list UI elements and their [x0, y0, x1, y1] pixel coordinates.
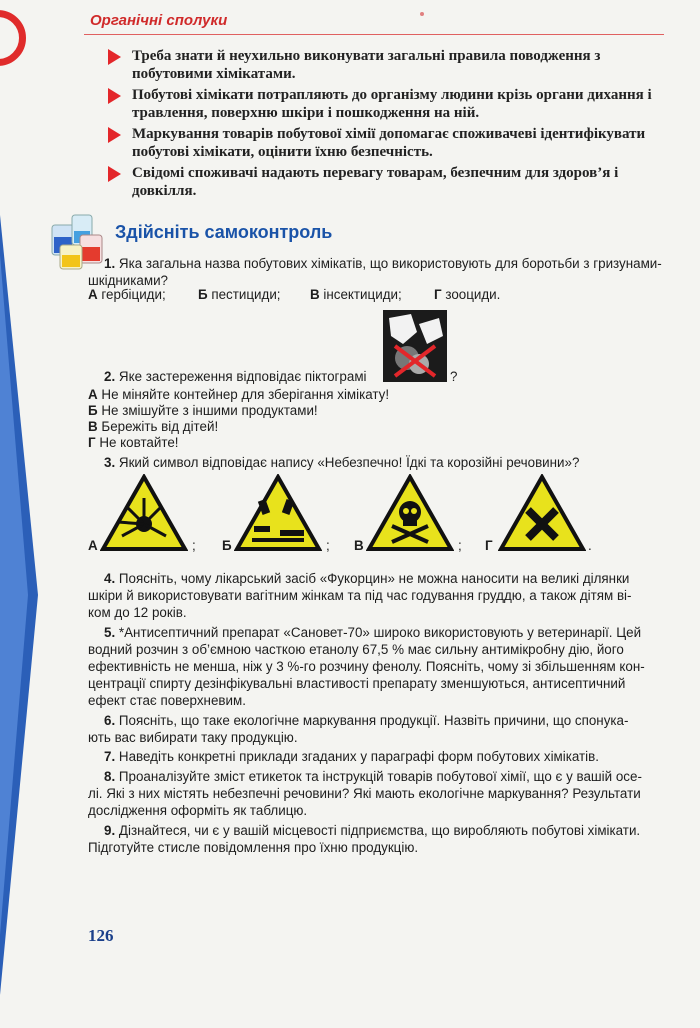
explosive-hazard-icon — [100, 474, 188, 552]
decorative-arc — [0, 10, 26, 66]
question-7: 7. Наведіть конкретні приклади згаданих у параграфі форм побутових хімікатів. — [104, 749, 599, 764]
print-speck — [420, 12, 424, 16]
triangle-bullet-icon — [108, 166, 121, 182]
triangle-bullet-icon — [108, 88, 121, 104]
answer-option: А гербіциди; — [88, 287, 166, 302]
question-5: 5. *Антисептичний препарат «Сановет-70» широко використовують у ветеринарії. Цей водний розчин з об’ємною часткою етанолу 67,5 % має сильну антимікробну дію, його ефективність не менша, ніж у 3 %-го розчину фенолу. Поясніть, чому зі збільшенням кон- центрації спирту дезінфікувальні властивості препарату зменшуються, антисептичний ефект стає поверхневим. — [88, 625, 645, 708]
answer-option: Г зооциди. — [434, 287, 501, 302]
triangle-bullet-icon — [108, 49, 121, 65]
symbol-label-v: В — [354, 538, 364, 553]
summary-bullet: Треба знати й неухильно виконувати загальні правила поводження з побутовими хімікатами. — [108, 47, 668, 83]
harmful-cross-icon — [498, 474, 586, 552]
summary-bullet: Маркування товарів побутової хімії допомагає споживачеві ідентифікувати побутові хімікати, оцінити їхню безпечність. — [108, 125, 668, 161]
question-2: 2. Яке застереження відповідає піктограмі — [104, 369, 367, 384]
answer-option: А Не міняйте контейнер для зберігання хімікату! — [88, 387, 390, 402]
question-6: 6. Поясніть, що таке екологічне маркування продукції. Назвіть причини, що спонука- ють вас вибирати таку продукцію. — [88, 713, 629, 745]
question-2-end: ? — [450, 369, 458, 384]
answer-option: В Бережіть від дітей! — [88, 419, 219, 434]
answer-option: В інсектициди; — [310, 287, 402, 302]
symbol-label-a: А — [88, 538, 98, 553]
blue-spine-decoration — [0, 215, 40, 995]
textbook-page: Органічні сполуки Треба знати й неухильно виконувати загальні правила поводження з побутовими хімікатами. Побутові хімікати потрапляють до організму людини крізь органи дихання і травлення, поверхню шкіри і пошкодження на ній. Маркування товарів побутової хімії допомагає споживачеві ідентифікувати побутові хімікати, оцінити їхню безпечність. Свідомі споживачі надають перевагу товарам, безпечним для здоров’я і довкілля. Здійсніть самоконтроль 1. Яка загальна назва побутових хімікатів, що використовують для боротьби з гризунами-шкідниками? А гербіциди; Б пестициди; В інсектициди; Г зооциди. 2. Яке застереження відповідає піктограмі ? А Не міняйте контейнер для зберігання хімікату! Б Не змішуйте з іншими продуктами! В Бережіть від дітей! Г Не ковтайте! 3. Який символ відповідає напису «Небезпечно! Їдкі та корозійні речовини»? А ; Б ; В ; Г . 4. Поясніть, чому лікарський засіб «Фукорцин» не можна наносити на великі ділянки шкіри й використовувати вагітним жінкам та під час годування груддю, а також дітям ві- ком до 12 років. 5. *Антисептичний препарат «Сановет-70» широко використовують у ветеринарії. Цей водний розчин з об’ємною часткою етанолу 67,5 % має сильну антимікробну дію, його ефективність не менша, ніж у 3 %-го розчину фенолу. Поясніть, чому зі збільшенням кон- центрації спирту дезінфікувальні властивості препарату зменшуються, антисептичний ефект стає поверхневим. 6. Поясніть, що таке екологічне маркування продукції. Назвіть причини, що спонука- ють вас вибирати таку продукцію. 7. Наведіть конкретні приклади згаданих у параграфі форм побутових хімікатів. 8. Проаналізуйте зміст етикеток та інструкцій товарів побутової хімії, що є у вашій осе- лі. Які з них містять небезпечні речовини? Які мають екологічне маркування? Результати дослідження оформіть як таблицю. 9. Дізнайтеся, чи є у вашій місцевості підприємства, що виробляють побутові хімікати. Підготуйте стисле повідомлення про їхню продукцію. 126 — [0, 0, 700, 1028]
answer-option: Б Не змішуйте з іншими продуктами! — [88, 403, 318, 418]
corrosive-hazard-icon — [234, 474, 322, 552]
question-1: 1. Яка загальна назва побутових хімікатів, що використовують для боротьби з гризунами-шкідниками? — [88, 256, 662, 288]
self-control-title: Здійсніть самоконтроль — [115, 222, 333, 242]
triangle-bullet-icon — [108, 127, 121, 143]
question-9: 9. Дізнайтеся, чи є у вашій місцевості підприємства, що виробляють побутові хімікати. Підготуйте стисле повідомлення про їхню продукцію. — [88, 823, 641, 855]
summary-bullets — [108, 47, 668, 203]
question-4: 4. Поясніть, чому лікарський засіб «Фукорцин» не можна наносити на великі ділянки шкіри й використовувати вагітним жінкам та під час годування груддю, а також дітям ві- ком до 12 років. — [88, 571, 632, 620]
answer-option: Б пестициди; — [198, 287, 281, 302]
page-number: 126 — [88, 926, 114, 945]
question-3: 3. Який символ відповідає напису «Небезпечно! Їдкі та корозійні речовини»? — [104, 455, 580, 470]
summary-bullet: Побутові хімікати потрапляють до організму людини крізь органи дихання і травлення, поверхню шкіри і пошкодження на ній. — [108, 86, 668, 122]
toxic-skull-icon — [366, 474, 454, 552]
chapter-header: Органічні сполуки — [90, 12, 228, 29]
symbol-label-g: Г — [485, 538, 493, 553]
header-rule — [84, 34, 664, 35]
summary-bullet: Свідомі споживачі надають перевагу товарам, безпечним для здоров’я і довкілля. — [108, 164, 668, 200]
answer-option: Г Не ковтайте! — [88, 435, 179, 450]
symbol-label-b: Б — [222, 538, 232, 553]
question-8: 8. Проаналізуйте зміст етикеток та інструкцій товарів побутової хімії, що є у вашій осе- лі. Які з них містять небезпечні речовини? Які мають екологічне маркування? Результати дослідження оформіть як таблицю. — [88, 769, 642, 818]
